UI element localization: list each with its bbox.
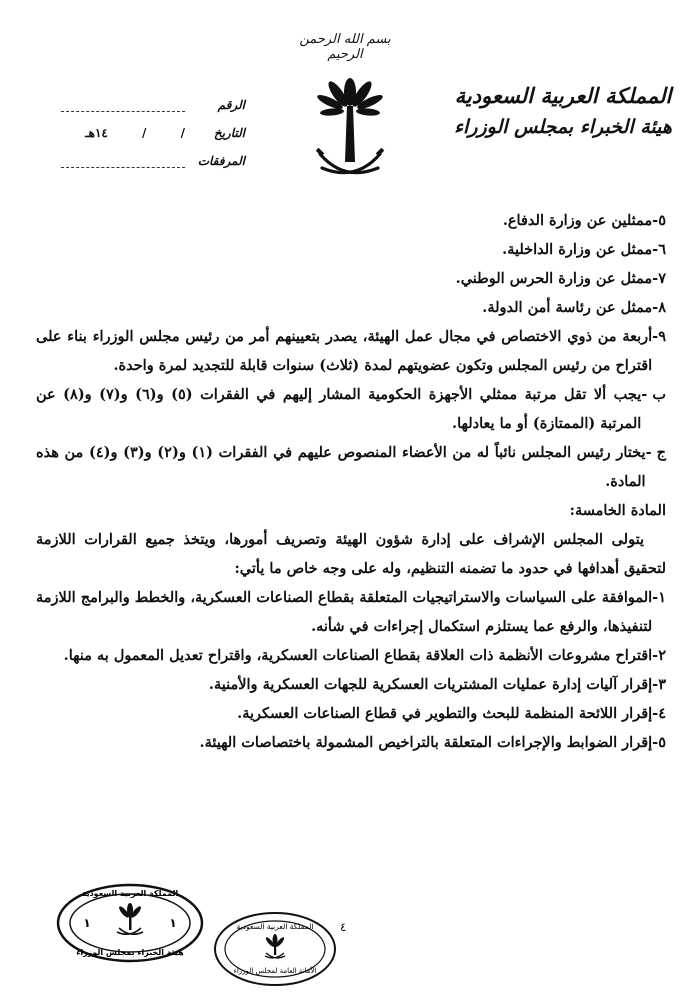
attachments-row: [55, 140, 245, 168]
attachments-label: المرفقات: [197, 154, 245, 168]
sub-item: ب - يجب ألا تقل مرتبة ممثلي الأجهزة الحكومية المشار إليهم في الفقرات (٥) و(٦) و(٧) و(٨) عن المرتبة (الممتازة) أو ما يعادلها.: [36, 386, 666, 432]
svg-text:المملكة العربية السعودية: المملكة العربية السعودية: [236, 922, 314, 931]
org-name: هيئة الخبراء بمجلس الوزراء: [454, 116, 672, 138]
basmala: بسم الله الرحمن الرحيم: [299, 32, 391, 62]
date-label: التاريخ: [213, 126, 245, 140]
reference-block: [55, 84, 245, 168]
article-item: ٣- إقرار آليات إدارة عمليات المشتريات العسكرية للجهات العسكرية والأمنية.: [208, 676, 666, 693]
organization-header: [448, 80, 678, 142]
ref-line: [61, 97, 185, 112]
date-value: / / ١٤هـ: [85, 126, 185, 140]
svg-text:الأمانة العامة لمجلس الوزراء: الأمانة العامة لمجلس الوزراء: [233, 967, 317, 975]
list-item: ٩- أربعة من ذوي الاختصاص في مجال عمل الهيئة، يصدر بتعيينهم أمر من رئيس مجلس الوزراء بناء على اقتراح من رئيس المجلس وتكون عضويتهم لمدة (ثلاث) سنوات قابلة للتجديد لمرة واحدة.: [36, 328, 666, 374]
org-country: المملكة العربية السعودية: [454, 83, 672, 108]
list-item: ٦- ممثل عن وزارة الداخلية.: [502, 241, 666, 258]
official-stamp-experts: [55, 882, 205, 964]
sub-item: ج - يختار رئيس المجلس نائباً له من الأعضاء المنصوص عليهم في الفقرات (١) و(٢) و(٣) و(٤) من هذه المادة.: [36, 444, 666, 490]
official-stamp-cabinet: [212, 910, 338, 988]
article-item: ٤- إقرار اللائحة المنظمة للبحث والتطوير في قطاع الصناعات العسكرية.: [237, 705, 666, 722]
svg-text:١: ١: [83, 916, 91, 930]
page-number: ٤: [340, 920, 347, 934]
article-item: ٢- اقتراح مشروعات الأنظمة ذات العلاقة بقطاع الصناعات العسكرية، واقتراح تعديل المعمول به منها.: [63, 647, 666, 664]
svg-text:المملكة العربية السعودية: المملكة العربية السعودية: [81, 889, 179, 898]
article-intro: يتولى المجلس الإشراف على إدارة شؤون الهيئة وتصريف أمورها، ويتخذ جميع القرارات اللازمة لتحقيق أهدافها في حدود ما تضمنه التنظيم، وله على وجه خاص ما يأتي:: [36, 531, 666, 577]
article-item: ٥- إقرار الضوابط والإجراءات المتعلقة بالتراخيص المشمولة باختصاصات الهيئة.: [199, 734, 666, 751]
ref-row: [55, 84, 245, 112]
document-body: [36, 206, 666, 757]
svg-text:هيئة الخبراء بمجلس الوزراء: هيئة الخبراء بمجلس الوزراء: [76, 948, 184, 957]
list-item: ٥- ممثلين عن وزارة الدفاع.: [502, 212, 666, 229]
article-item: ١- الموافقة على السياسات والاستراتيجيات المتعلقة بقطاع الصناعات العسكرية، والخطط والبرامج اللازمة لتنفيذها، والرفع عما يستلزم استكمال إجراءات في شأنه.: [36, 589, 666, 635]
list-item: ٧- ممثل عن وزارة الحرس الوطني.: [455, 270, 666, 287]
attachments-line: [61, 153, 185, 168]
svg-text:١: ١: [169, 916, 177, 930]
list-item: ٨- ممثل عن رئاسة أمن الدولة.: [482, 299, 666, 316]
article-heading: المادة الخامسة:: [569, 502, 666, 519]
ref-label: الرقم: [217, 98, 245, 112]
palm-swords-emblem-icon: [314, 70, 386, 190]
date-row: [55, 112, 245, 140]
